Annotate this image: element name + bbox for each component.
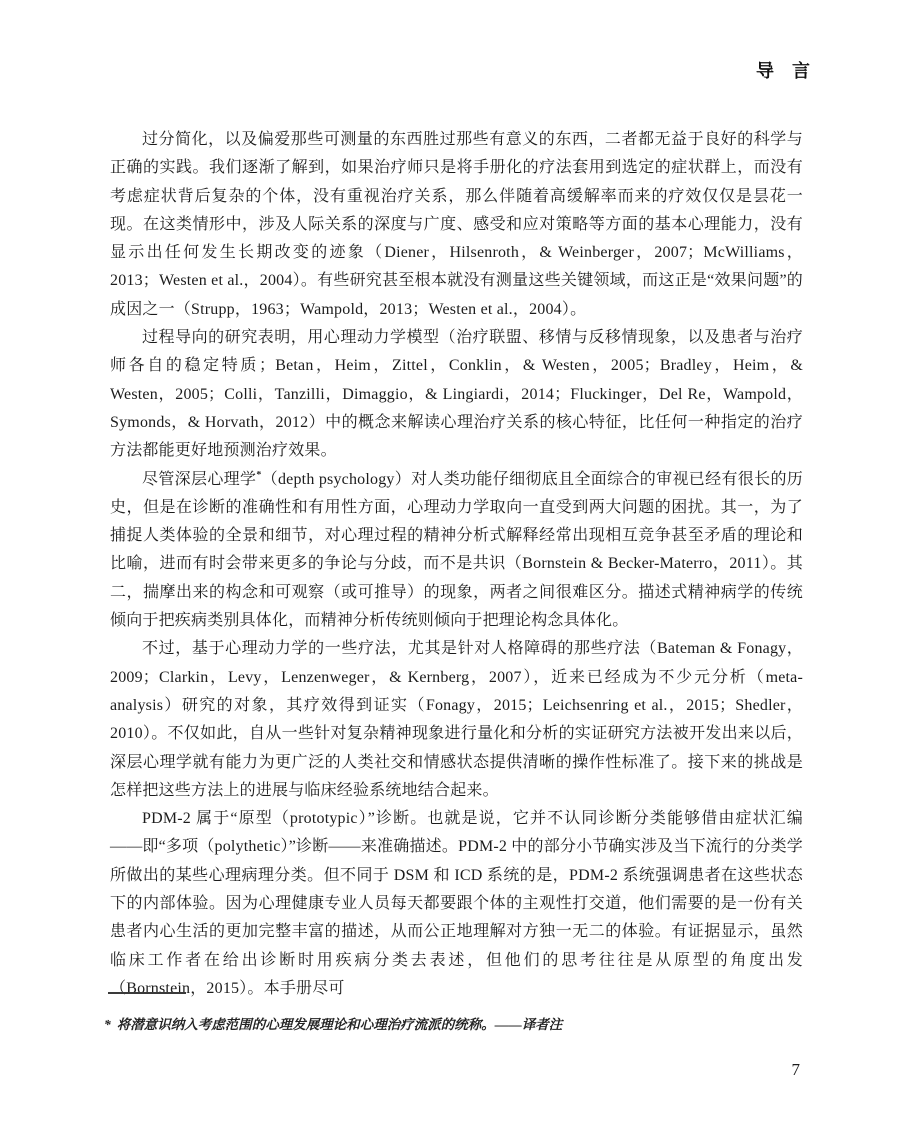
paragraph-4: 不过，基于心理动力学的一些疗法，尤其是针对人格障碍的那些疗法（Bateman & Fonagy，2009；Clarkin，Levy，Lenzenweger，& Kernberg，2007），近来已经成为不少元分析（meta-analysis）研究的对象，其疗效得到证实（Fonagy，2015；Leichsenring et al.，2015；Shedler，2010）。不仅如此，自从一些针对复杂精神现象进行量化和分析的实证研究方法被开发出来以后，深层心理学就有能力为更广泛的人类社交和情感状态提供清晰的操作性标准了。接下来的挑战是怎样把这些方法上的进展与临床经验系统地结合起来。 xyxy=(110,640,803,799)
footnote-marker: * xyxy=(104,1017,111,1032)
paragraph-1: 过分简化，以及偏爱那些可测量的东西胜过那些有意义的东西，二者都无益于良好的科学与正确的实践。我们逐渐了解到，如果治疗师只是将手册化的疗法套用到选定的症状群上，而没有考虑症状背后复杂的个体，没有重视治疗关系，那么伴随着高缓解率而来的疗效仅仅是昙花一现。在这类情形中，涉及人际关系的深度与广度、感受和应对策略等方面的基本心理能力，没有显示出任何发生长期改变的迹象（Diener，Hilsenroth，& Weinberger，2007；McWilliams，2013；Westen et al.，2004）。有些研究甚至根本就没有测量这些关键领域，而这正是“效果问题”的成因之一（Strupp，1963；Wampold，2013；Westen et al.，2004）。 xyxy=(110,131,803,318)
paragraph-3-text-pre: 尽管深层心理学 xyxy=(142,470,257,488)
body-text xyxy=(110,126,803,1003)
paragraph-5: PDM-2 属于“原型（prototypic）”诊断。也就是说，它并不认同诊断分类能够借由症状汇编——即“多项（polythetic）”诊断——来准确描述。PDM-2 中的部分小节确实涉及当下流行的分类学所做出的某些心理病理分类。但不同于 DSM 和 ICD 系统的是，PDM-2 系统强调患者在这些状态下的内部体验。因为心理健康专业人员每天都要跟个体的主观性打交道，他们需要的是一份有关患者内心生活的更加完整丰富的描述，从而公正地理解对方独一无二的体验。有证据显示，虽然临床工作者在给出诊断时用疾病分类去表述，但他们的思考往往是从原型的角度出发（Bornstein，2015）。本手册尽可 xyxy=(110,810,803,997)
footnote-text: 将潜意识纳入考虑范围的心理发展理论和心理治疗流派的统称。——译者注 xyxy=(116,1017,563,1032)
paragraph-3 xyxy=(110,466,803,636)
footnote-separator-rule xyxy=(108,992,186,994)
footnote-reference-marker: * xyxy=(256,469,262,481)
translator-footnote xyxy=(104,1015,784,1035)
paragraph-3-text-post: （depth psychology）对人类功能仔细彻底且全面综合的审视已经有很长的历史，但是在诊断的准确性和有用性方面，心理动力学取向一直受到两大问题的困扰。其一，为了捕捉人类体验的全景和细节，对心理过程的精神分析式解释经常出现相互竞争甚至矛盾的理论和比喻，进而有时会带来更多的争论与分歧，而不是共识（Bornstein & Becker-Materro，2011）。其二，揣摩出来的构念和可观察（或可推导）的现象，两者之间很难区分。描述式精神病学的传统倾向于把疾病类别具体化，而精神分析传统则倾向于把理论构念具体化。 xyxy=(110,470,803,630)
running-header: 导 言 xyxy=(756,61,810,81)
paragraph-2: 过程导向的研究表明，用心理动力学模型（治疗联盟、移情与反移情现象，以及患者与治疗师各自的稳定特质；Betan，Heim，Zittel，Conklin，& Westen，2005；Bradley，Heim，& Westen，2005；Colli，Tanzilli，Dimaggio，& Lingiardi，2014；Fluckinger，Del Re，Wampold，Symonds，& Horvath，2012）中的概念来解读心理治疗关系的核心特征，比任何一种指定的治疗方法都能更好地预测治疗效果。 xyxy=(110,329,803,460)
page-number: 7 xyxy=(791,1060,800,1079)
